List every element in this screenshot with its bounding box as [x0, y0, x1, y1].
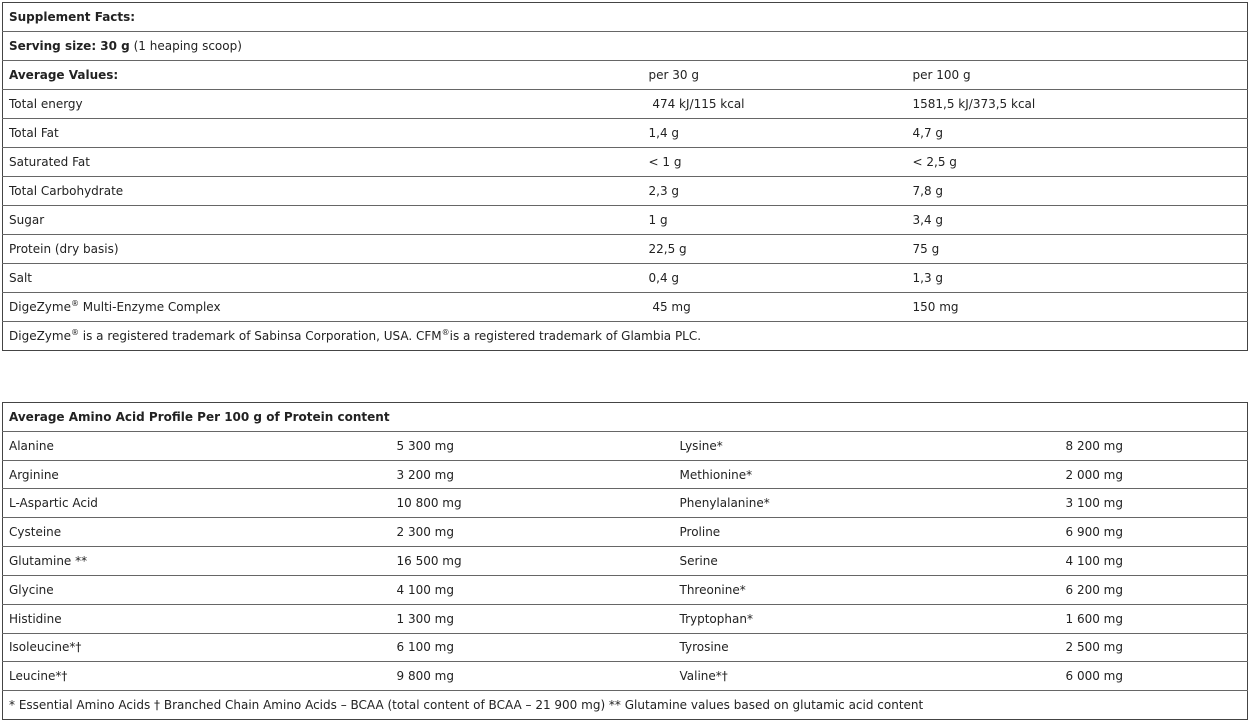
- amino-name: Tyrosine: [674, 633, 1060, 662]
- amino-name: Proline: [674, 518, 1060, 547]
- amino-value: 9 800 mg: [391, 662, 674, 691]
- amino-name: Alanine: [3, 431, 391, 460]
- values-header-per100: per 100 g: [907, 61, 1248, 90]
- nutrient-per100: 7,8 g: [907, 177, 1248, 206]
- amino-name: Cysteine: [3, 518, 391, 547]
- amino-name: Arginine: [3, 460, 391, 489]
- nutrient-name: Total energy: [3, 90, 643, 119]
- nutrient-per30: < 1 g: [643, 148, 907, 177]
- amino-acid-table: [2, 402, 1248, 720]
- nutrient-name: Sugar: [3, 206, 643, 235]
- table-row: [3, 489, 1248, 518]
- nutrient-per30: 1 g: [643, 206, 907, 235]
- trademark-footnote-row: [3, 322, 1248, 351]
- amino-value: 6 100 mg: [391, 633, 674, 662]
- amino-name: Isoleucine*†: [3, 633, 391, 662]
- nutrient-per100: < 2,5 g: [907, 148, 1248, 177]
- serving-size: [3, 32, 1248, 61]
- table-row: [3, 235, 1248, 264]
- amino-title-row: [3, 403, 1248, 432]
- amino-name: Leucine*†: [3, 662, 391, 691]
- amino-value: 2 500 mg: [1060, 633, 1248, 662]
- enzyme-brand: DigeZyme: [9, 300, 71, 314]
- supplement-title-row: [3, 3, 1248, 32]
- enzyme-per100: 150 mg: [907, 293, 1248, 322]
- nutrient-name: Total Carbohydrate: [3, 177, 643, 206]
- table-row: [3, 460, 1248, 489]
- amino-name: Threonine*: [674, 575, 1060, 604]
- values-header-label: Average Values:: [3, 61, 643, 90]
- amino-value: 10 800 mg: [391, 489, 674, 518]
- supplement-facts-table: [2, 2, 1248, 351]
- amino-name: Glutamine **: [3, 547, 391, 576]
- amino-footnote: * Essential Amino Acids † Branched Chain Amino Acids – BCAA (total content of BCAA – 21 900 mg) ** Glutamine values based on glutamic acid content: [9, 698, 924, 713]
- amino-name: Valine*†: [674, 662, 1060, 691]
- table-row: [3, 119, 1248, 148]
- enzyme-desc: Multi-Enzyme Complex: [78, 300, 221, 314]
- amino-name: Histidine: [3, 604, 391, 633]
- nutrient-per100: 3,4 g: [907, 206, 1248, 235]
- amino-title: Average Amino Acid Profile Per 100 g of Protein content: [3, 403, 1248, 432]
- nutrient-per100: 1,3 g: [907, 264, 1248, 293]
- amino-name: Phenylalanine*: [674, 489, 1060, 518]
- footnote-part: is a registered trademark of Sabinsa Corporation, USA. CFM: [78, 329, 442, 343]
- amino-footnote-row: [3, 691, 1248, 720]
- amino-value: 2 000 mg: [1060, 460, 1248, 489]
- nutrient-per30: 2,3 g: [643, 177, 907, 206]
- amino-value: 8 200 mg: [1060, 431, 1248, 460]
- table-row: [3, 264, 1248, 293]
- table-row: [3, 518, 1248, 547]
- trademark-footnote: [3, 322, 1248, 351]
- nutrient-name: Total Fat: [3, 119, 643, 148]
- nutrient-name: Salt: [3, 264, 643, 293]
- table-row: [3, 547, 1248, 576]
- amino-value: 4 100 mg: [1060, 547, 1248, 576]
- table-row: [3, 148, 1248, 177]
- nutrient-per30: 1,4 g: [643, 119, 907, 148]
- amino-name: L-Aspartic Acid: [3, 489, 391, 518]
- table-row: [3, 662, 1248, 691]
- serving-size-label: Serving size: 30 g: [9, 39, 130, 53]
- amino-name: Serine: [674, 547, 1060, 576]
- nutrient-per30: 22,5 g: [643, 235, 907, 264]
- amino-value: 5 300 mg: [391, 431, 674, 460]
- registered-mark: ®: [70, 299, 79, 308]
- amino-value: 1 600 mg: [1060, 604, 1248, 633]
- amino-value: 6 000 mg: [1060, 662, 1248, 691]
- amino-value: 6 200 mg: [1060, 575, 1248, 604]
- serving-size-note: (1 heaping scoop): [133, 39, 242, 53]
- footnote-part: is a registered trademark of Glambia PLC.: [449, 329, 702, 343]
- amino-value: 2 300 mg: [391, 518, 674, 547]
- nutrient-name: Protein (dry basis): [3, 235, 643, 264]
- amino-name: Methionine*: [674, 460, 1060, 489]
- nutrient-per100: 1581,5 kJ/373,5 kcal: [907, 90, 1248, 119]
- nutrient-name: Saturated Fat: [3, 148, 643, 177]
- table-row: [3, 604, 1248, 633]
- table-row: [3, 575, 1248, 604]
- values-header-row: [3, 61, 1248, 90]
- amino-name: Lysine*: [674, 431, 1060, 460]
- enzyme-name: [3, 293, 643, 322]
- amino-value: 1 300 mg: [391, 604, 674, 633]
- enzyme-per30: 45 mg: [643, 293, 907, 322]
- table-row: [3, 206, 1248, 235]
- amino-name: Glycine: [3, 575, 391, 604]
- table-row: [3, 90, 1248, 119]
- supplement-title: Supplement Facts:: [3, 3, 1248, 32]
- nutrient-per30: 474 kJ/115 kcal: [643, 90, 907, 119]
- nutrient-per100: 4,7 g: [907, 119, 1248, 148]
- nutrient-per30: 0,4 g: [643, 264, 907, 293]
- values-header-per30: per 30 g: [643, 61, 907, 90]
- registered-mark: ®: [70, 328, 79, 337]
- amino-value: 16 500 mg: [391, 547, 674, 576]
- footnote-part: DigeZyme: [9, 329, 71, 343]
- amino-value: 4 100 mg: [391, 575, 674, 604]
- enzyme-row: [3, 293, 1248, 322]
- amino-value: 3 100 mg: [1060, 489, 1248, 518]
- amino-value: 6 900 mg: [1060, 518, 1248, 547]
- table-row: [3, 177, 1248, 206]
- registered-mark: ®: [441, 328, 450, 337]
- amino-value: 3 200 mg: [391, 460, 674, 489]
- serving-size-row: [3, 32, 1248, 61]
- amino-name: Tryptophan*: [674, 604, 1060, 633]
- table-row: [3, 633, 1248, 662]
- nutrient-per100: 75 g: [907, 235, 1248, 264]
- table-row: [3, 431, 1248, 460]
